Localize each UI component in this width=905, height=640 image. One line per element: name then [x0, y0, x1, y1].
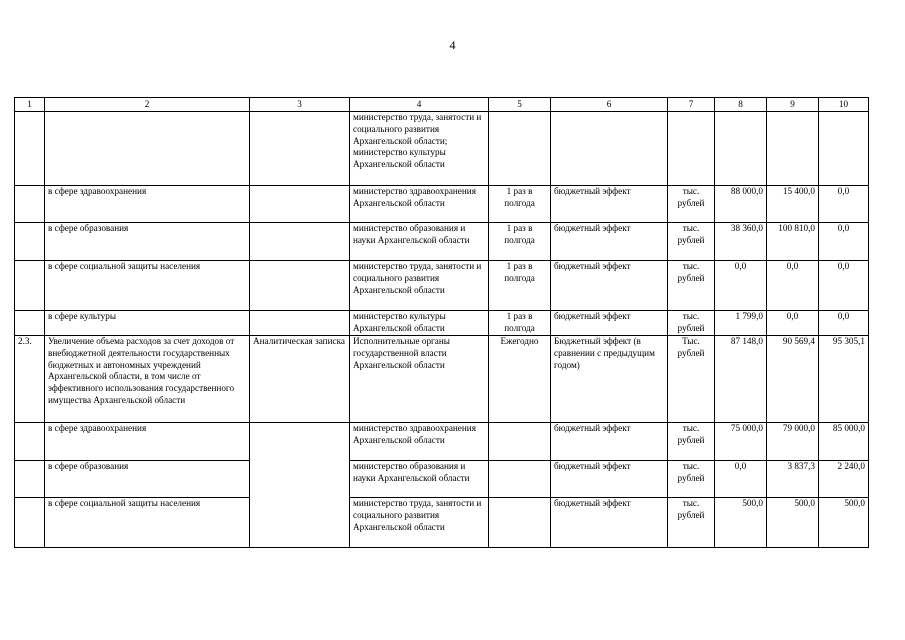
sector-cell: в сфере социальной защиты населения — [45, 261, 250, 311]
value-cell: 0,0 — [819, 223, 869, 261]
measures-table — [14, 97, 869, 548]
org-cell: министерство образования и науки Архангельской области — [350, 223, 489, 261]
header-cell: 8 — [715, 98, 767, 112]
value-cell: 15 400,0 — [767, 186, 819, 223]
unit-cell: тыс. рублей — [668, 461, 715, 498]
effect-cell: бюджетный эффект — [551, 186, 668, 223]
sector-cell: в сфере здравоохранения — [45, 186, 250, 223]
org-cell: министерство здравоохранения Архангельской области — [350, 186, 489, 223]
header-cell: 6 — [551, 98, 668, 112]
org-cell: министерство здравоохранения Архангельской области — [350, 423, 489, 461]
value-cell: 0,0 — [715, 261, 767, 311]
measure-cell: Увеличение объема расходов за счет доходов от внебюджетной деятельности государственных бюджетных и автономных учреждений Архангельской области, в том числе от эффективного использования государственного имущества Архангельской области — [45, 336, 250, 423]
frequency-cell: 1 раз в полгода — [489, 311, 551, 336]
effect-cell: бюджетный эффект — [551, 311, 668, 336]
value-cell: 87 148,0 — [715, 336, 767, 423]
header-cell: 2 — [45, 98, 250, 112]
frequency-cell: 1 раз в полгода — [489, 223, 551, 261]
value-cell: 95 305,1 — [819, 336, 869, 423]
header-cell: 5 — [489, 98, 551, 112]
effect-cell: бюджетный эффект — [551, 461, 668, 498]
header-cell: 4 — [350, 98, 489, 112]
org-cell: министерство труда, занятости и социального развития Архангельской области; министерство культуры Архангельской области — [350, 112, 489, 186]
effect-cell: бюджетный эффект — [551, 261, 668, 311]
header-cell: 9 — [767, 98, 819, 112]
header-cell: 1 — [15, 98, 45, 112]
unit-cell: тыс. рублей — [668, 261, 715, 311]
header-cell: 7 — [668, 98, 715, 112]
item-number-cell: 2.3. — [15, 336, 45, 423]
org-cell: Исполнительные органы государственной власти Архангельской области — [350, 336, 489, 423]
value-cell: 0,0 — [767, 311, 819, 336]
effect-cell: бюджетный эффект — [551, 423, 668, 461]
value-cell: 0,0 — [767, 261, 819, 311]
org-cell: министерство труда, занятости и социального развития Архангельской области — [350, 261, 489, 311]
table-row — [15, 186, 869, 223]
frequency-cell: 1 раз в полгода — [489, 261, 551, 311]
sector-cell: в сфере образования — [45, 223, 250, 261]
org-cell: министерство образования и науки Архангельской области — [350, 461, 489, 498]
value-cell: 38 360,0 — [715, 223, 767, 261]
value-cell: 0,0 — [715, 461, 767, 498]
header-cell: 10 — [819, 98, 869, 112]
table-row — [15, 261, 869, 311]
value-cell: 500,0 — [767, 498, 819, 548]
document-cell: Аналитическая записка — [250, 336, 350, 423]
table-row — [15, 461, 869, 498]
value-cell: 90 569,4 — [767, 336, 819, 423]
sector-cell: в сфере здравоохранения — [45, 423, 250, 461]
value-cell: 0,0 — [819, 186, 869, 223]
effect-cell: бюджетный эффект — [551, 223, 668, 261]
unit-cell: тыс. рублей — [668, 423, 715, 461]
header-row — [15, 98, 869, 112]
value-cell: 500,0 — [819, 498, 869, 548]
value-cell: 75 000,0 — [715, 423, 767, 461]
value-cell: 500,0 — [715, 498, 767, 548]
table-row — [15, 112, 869, 186]
sector-cell: в сфере образования — [45, 461, 250, 498]
value-cell: 0,0 — [819, 261, 869, 311]
table-row — [15, 336, 869, 423]
unit-cell: тыс. рублей — [668, 311, 715, 336]
table-row — [15, 223, 869, 261]
value-cell: 1 799,0 — [715, 311, 767, 336]
effect-cell: бюджетный эффект — [551, 498, 668, 548]
sector-cell: в сфере социальной защиты населения — [45, 498, 250, 548]
frequency-cell: Ежегодно — [489, 336, 551, 423]
value-cell: 79 000,0 — [767, 423, 819, 461]
value-cell: 88 000,0 — [715, 186, 767, 223]
table-row — [15, 311, 869, 336]
unit-cell: тыс. рублей — [668, 223, 715, 261]
unit-cell: тыс. рублей — [668, 186, 715, 223]
empty-document-cell — [250, 423, 350, 548]
header-cell: 3 — [250, 98, 350, 112]
value-cell: 85 000,0 — [819, 423, 869, 461]
sector-cell: в сфере культуры — [45, 311, 250, 336]
value-cell: 2 240,0 — [819, 461, 869, 498]
value-cell: 100 810,0 — [767, 223, 819, 261]
table-row — [15, 423, 869, 461]
org-cell: министерство труда, занятости и социального развития Архангельской области — [350, 498, 489, 548]
effect-cell: Бюджетный эффект (в сравнении с предыдущим годом) — [551, 336, 668, 423]
value-cell: 0,0 — [819, 311, 869, 336]
table-row — [15, 498, 869, 548]
unit-cell: Тыс. рублей — [668, 336, 715, 423]
page-number: 4 — [449, 38, 456, 52]
org-cell: министерство культуры Архангельской области — [350, 311, 489, 336]
frequency-cell: 1 раз в полгода — [489, 186, 551, 223]
unit-cell: тыс. рублей — [668, 498, 715, 548]
value-cell: 3 837,3 — [767, 461, 819, 498]
